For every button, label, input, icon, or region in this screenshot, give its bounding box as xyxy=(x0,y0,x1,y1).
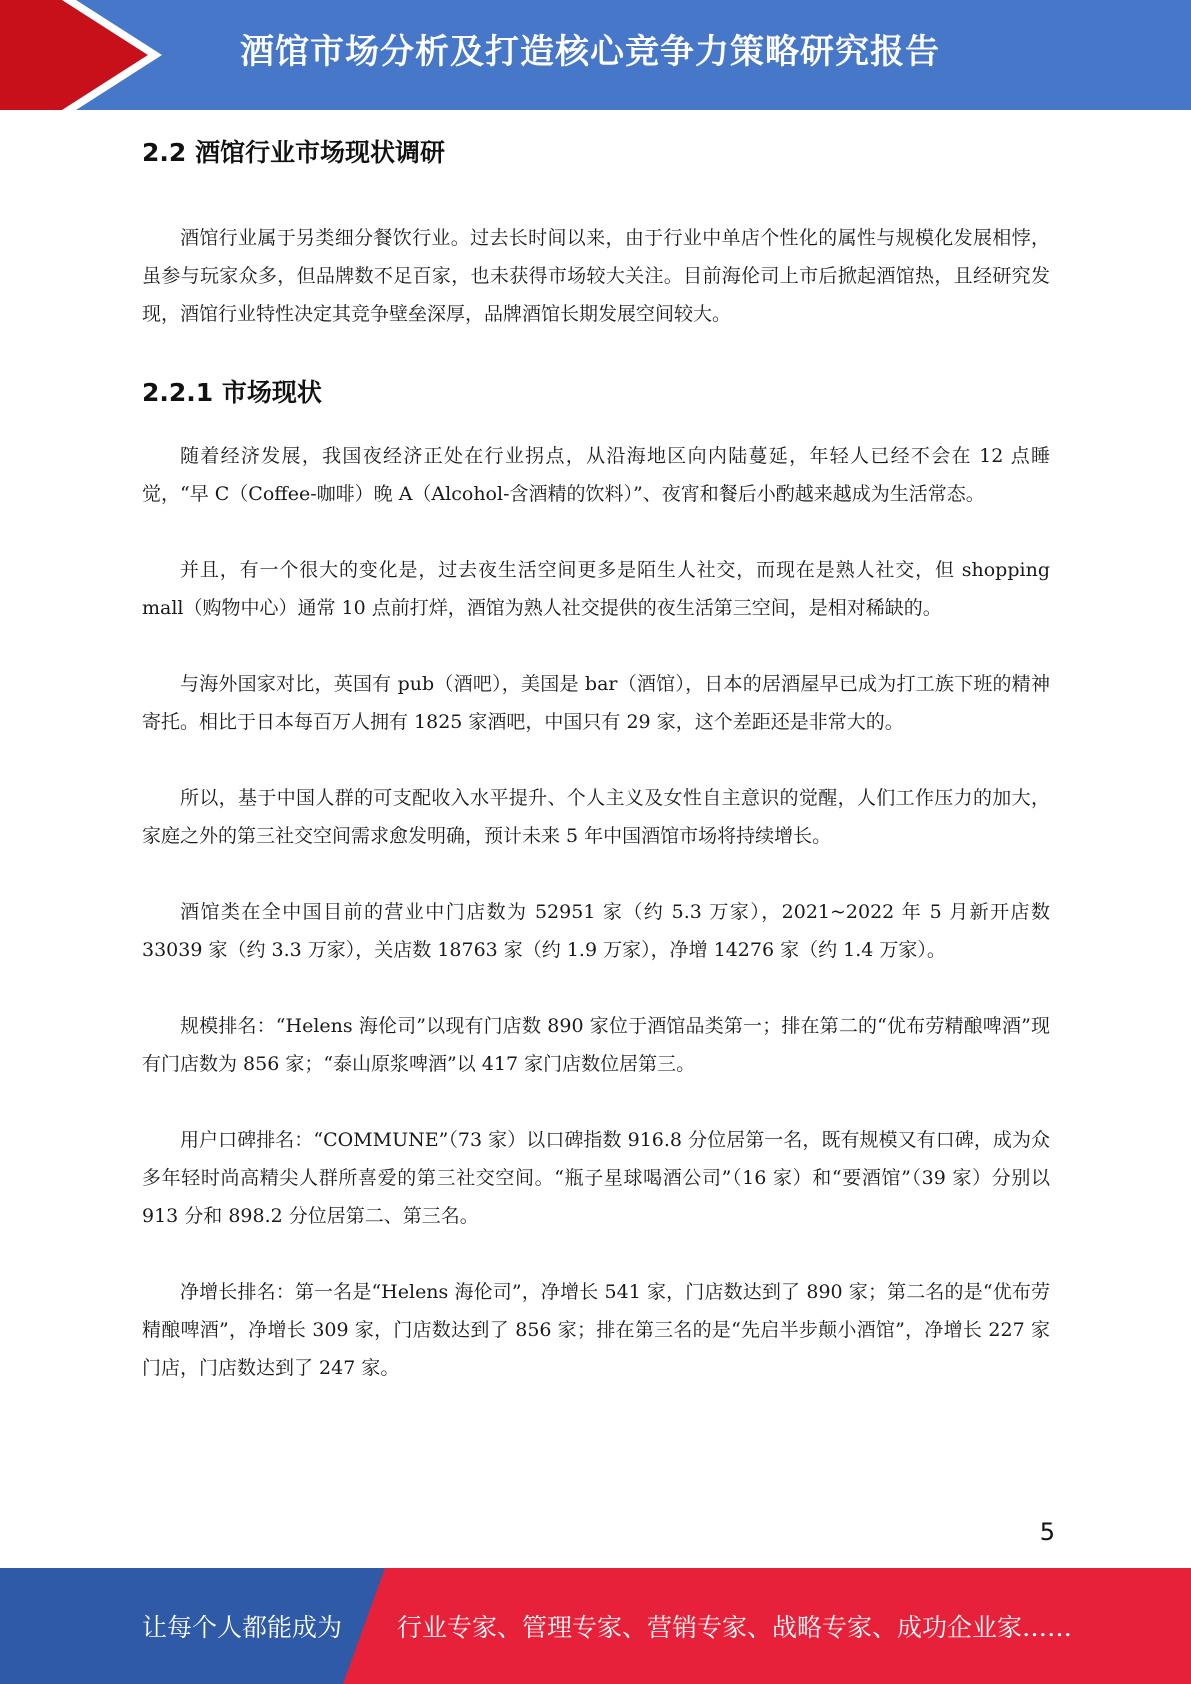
report-title: 酒馆市场分析及打造核心竞争力策略研究报告 xyxy=(240,32,940,72)
paragraph: 所以，基于中国人群的可支配收入水平提升、个人主义及女性自主意识的觉醒，人们工作压力的加大，家庭之外的第三社交空间需求愈发明确，预计未来 5 年中国酒馆市场将持续增长。 xyxy=(142,787,1050,847)
subsection-heading: 2.2.1 市场现状 xyxy=(142,378,322,407)
paragraph: 用户口碑排名：“COMMUNE”（73 家）以口碑指数 916.8 分位居第一名，既有规模又有口碑，成为众多年轻时尚高精尖人群所喜爱的第三社交空间。“瓶子星球喝酒公司”（16 家）和“要酒馆”（39 家）分别以 913 分和 898.2 分位居第二、第三名。 xyxy=(142,1129,1050,1227)
footer-slogan-left: 让每个人都能成为 xyxy=(142,1613,343,1642)
paragraph: 规模排名：“Helens 海伦司”以现有门店数 890 家位于酒馆品类第一；排在第二的“优布劳精酿啤酒”现有门店数为 856 家；“泰山原浆啤酒”以 417 家门店数位居第三。 xyxy=(142,1015,1050,1075)
footer-slogan-right: 行业专家、管理专家、营销专家、战略专家、成功企业家…… xyxy=(397,1613,1073,1642)
paragraph: 随着经济发展，我国夜经济正处在行业拐点，从沿海地区向内陆蔓延，年轻人已经不会在 12 点睡觉，“早 C（Coffee-咖啡）晚 A（Alcohol-含酒精的饮料）”、夜宵和餐后小酌越来越成为生活常态。 xyxy=(142,445,1050,505)
paragraph: 酒馆类在全中国目前的营业中门店数为 52951 家（约 5.3 万家），2021~2022 年 5 月新开店数 33039 家（约 3.3 万家），关店数 18763 家（约 1.9 万家），净增 14276 家（约 1.4 万家）。 xyxy=(142,901,1050,961)
page-header xyxy=(0,0,1191,110)
paragraph: 并且，有一个很大的变化是，过去夜生活空间更多是陌生人社交，而现在是熟人社交，但 shopping mall（购物中心）通常 10 点前打烊，酒馆为熟人社交提供的夜生活第三空间，是相对稀缺的。 xyxy=(142,559,1050,619)
page-footer xyxy=(0,1568,1191,1684)
page-number: 5 xyxy=(1039,1518,1055,1546)
paragraph: 净增长排名：第一名是“Helens 海伦司”，净增长 541 家，门店数达到了 890 家；第二名的是“优布劳精酿啤酒”，净增长 309 家，门店数达到了 856 家；排在第三名的是“先启半步颠小酒馆”，净增长 227 家门店，门店数达到了 247 家。 xyxy=(142,1281,1050,1379)
page-content xyxy=(142,128,1050,1387)
paragraph: 与海外国家对比，英国有 pub（酒吧），美国是 bar（酒馆），日本的居酒屋早已成为打工族下班的精神寄托。相比于日本每百万人拥有 1825 家酒吧，中国只有 29 家，这个差距还是非常大的。 xyxy=(142,673,1050,733)
section-intro-paragraph: 酒馆行业属于另类细分餐饮行业。过去长时间以来，由于行业中单店个性化的属性与规模化发展相悖，虽参与玩家众多，但品牌数不足百家，也未获得市场较大关注。目前海伦司上市后掀起酒馆热，且经研究发现，酒馆行业特性决定其竞争壁垒深厚，品牌酒馆长期发展空间较大。 xyxy=(142,227,1050,325)
section-heading: 2.2 酒馆行业市场现状调研 xyxy=(142,138,445,167)
